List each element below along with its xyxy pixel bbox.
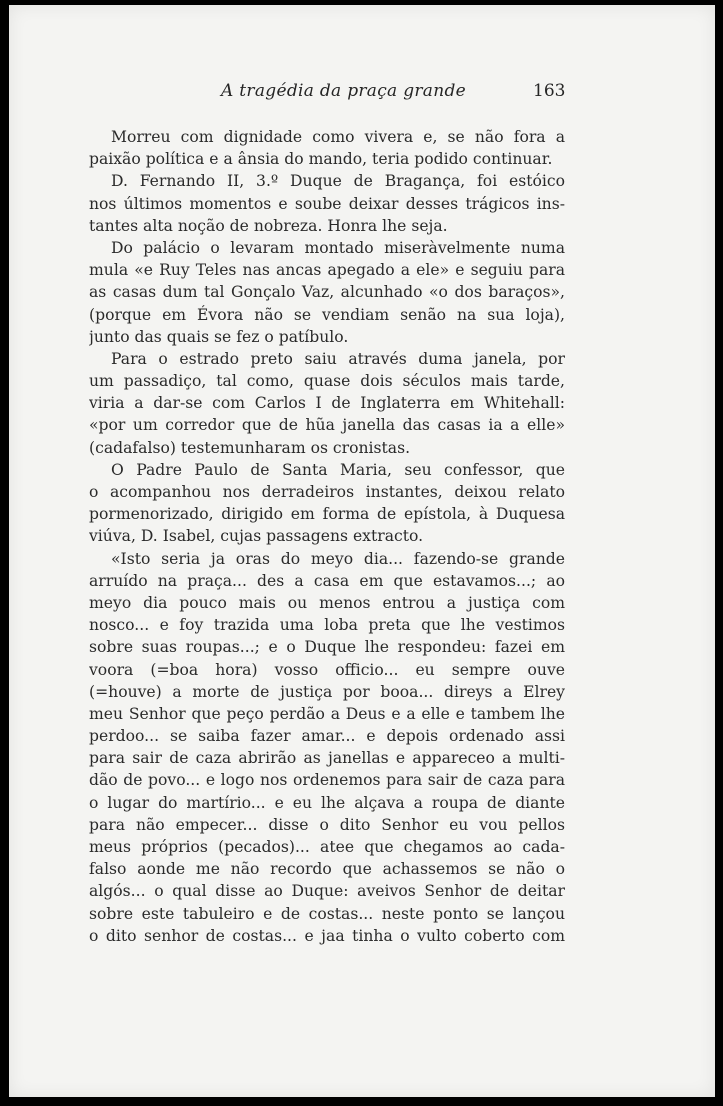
- text-line: meyo dia pouco mais ou menos entrou a justiça com: [89, 593, 565, 612]
- text-line: meu Senhor que peço perdão a Deus e a elle e tambem lhe: [89, 704, 565, 723]
- text-line: tantes alta noção de nobreza. Honra lhe seja.: [89, 216, 448, 235]
- text-line: mula «e Ruy Teles nas ancas apegado a ele» e seguiu para: [89, 261, 565, 280]
- text-line: voora (=boa hora) vosso officio... eu sempre ouve: [89, 660, 565, 679]
- text-line: (=houve) a morte de justiça por booa... direys a Elrey: [89, 682, 565, 701]
- page-header: [9, 81, 715, 105]
- text-line: falso aonde me não recordo que achassemos se não o: [89, 860, 565, 879]
- text-line: nos últimos momentos e soube deixar desses trágicos ins-: [89, 194, 565, 213]
- running-title: A tragédia da praça grande: [221, 81, 467, 101]
- body-text: [89, 126, 565, 947]
- text-line: sobre suas roupas...; e o Duque lhe respondeu: fazei em: [89, 638, 565, 657]
- book-page: [9, 5, 715, 1097]
- text-line: O Padre Paulo de Santa Maria, seu confessor, que: [111, 460, 565, 479]
- page-number: 163: [533, 81, 566, 101]
- text-line: «por um corredor que de hũa janella das casas ia a elle»: [89, 416, 565, 435]
- text-line: «Isto seria ja oras do meyo dia... fazendo-se grande: [111, 549, 565, 568]
- text-line: Do palácio o levaram montado miseràvelmente numa: [111, 238, 565, 257]
- text-line: o acompanhou nos derradeiros instantes, deixou relato: [89, 483, 565, 501]
- text-line: Para o estrado preto saiu através duma janela, por: [111, 349, 565, 368]
- text-line: perdoo... se saiba fazer amar... e depois ordenado assi: [89, 727, 565, 746]
- text-line: as casas dum tal Gonçalo Vaz, alcunhado «o dos baraços»,: [89, 283, 565, 302]
- text-line: um passadiço, tal como, quase dois séculos mais tarde,: [89, 372, 565, 391]
- text-line: para sair de caza abrirão as janellas e appareceo a multi-: [89, 749, 565, 768]
- text-line: junto das quais se fez o patíbulo.: [89, 327, 349, 346]
- text-line: pormenorizado, dirigido em forma de epístola, à Duquesa: [89, 505, 565, 524]
- text-line: D. Fernando II, 3.º Duque de Bragança, foi estóico: [111, 172, 565, 191]
- text-line: (porque em Évora não se vendiam senão na sua loja),: [89, 305, 565, 324]
- text-line: Morreu com dignidade como vivera e, se não fora a: [111, 128, 565, 146]
- text-line: algós... o qual disse ao Duque: aveivos Senhor de deitar: [89, 882, 565, 901]
- text-line: viúva, D. Isabel, cujas passagens extracto.: [89, 527, 424, 546]
- text-line: o dito senhor de costas... e jaa tinha o vulto coberto com: [89, 926, 565, 945]
- text-line: viria a dar-se com Carlos I de Inglaterra em Whitehall:: [89, 394, 565, 413]
- text-line: sobre este tabuleiro e de costas... neste ponto se lançou: [89, 904, 565, 923]
- text-line: dão de povo... e logo nos ordenemos para sair de caza para: [89, 771, 565, 790]
- text-line: arruído na praça... des a casa em que estavamos...; ao: [89, 571, 565, 590]
- text-line: nosco... e foy trazida uma loba preta que lhe vestimos: [89, 616, 565, 635]
- text-line: o lugar do martírio... e eu lhe alçava a roupa de diante: [89, 793, 565, 812]
- text-line: (cadafalso) testemunharam os cronistas.: [89, 438, 411, 457]
- text-line: paixão política e a ânsia do mando, teria podido continuar.: [89, 150, 553, 169]
- text-line: meus próprios (pecados)... atee que chegamos ao cada-: [89, 838, 565, 856]
- text-line: para não empecer... disse o dito Senhor eu vou pellos: [89, 815, 565, 834]
